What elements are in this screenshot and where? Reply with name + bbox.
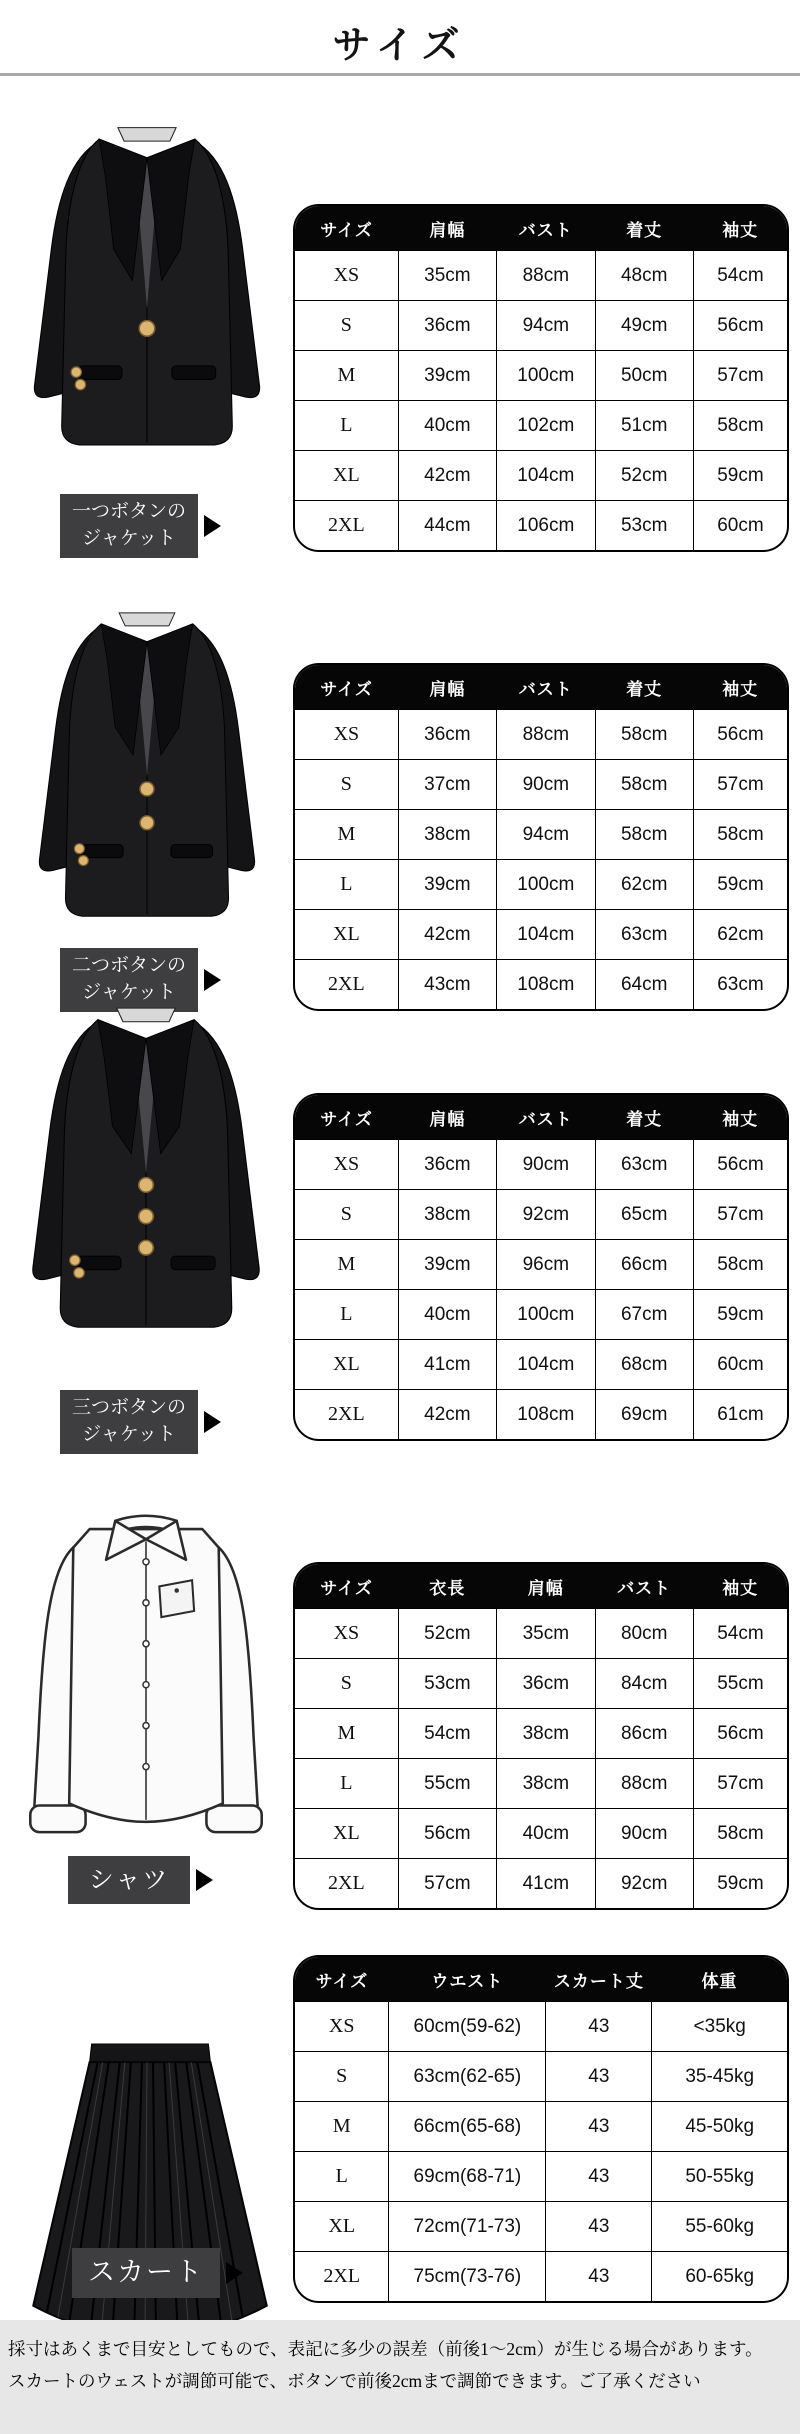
value-cell: 37cm: [398, 760, 496, 810]
value-cell: 50cm: [595, 351, 693, 401]
value-cell: 60cm: [693, 1340, 787, 1390]
value-cell: 40cm: [398, 401, 496, 451]
column-header: 肩幅: [398, 1095, 496, 1140]
table-row: [295, 1340, 787, 1390]
label-pointer-icon: [204, 1411, 221, 1433]
size-cell: XL: [295, 1340, 398, 1390]
shirt-illustration: [18, 1498, 274, 1898]
label-shirt: [68, 1856, 190, 1904]
label-line: スカート: [88, 2257, 204, 2288]
value-cell: 38cm: [497, 1759, 595, 1809]
value-cell: 102cm: [497, 401, 595, 451]
label-line: ジャケット: [82, 1424, 176, 1445]
label-line: シャツ: [88, 1866, 170, 1894]
value-cell: 38cm: [497, 1709, 595, 1759]
column-header: サイズ: [295, 1564, 398, 1609]
size-cell: 2XL: [295, 960, 398, 1010]
table-row: [295, 301, 787, 351]
three-button-jacket-illustration: [10, 990, 282, 1382]
value-cell: 104cm: [497, 1340, 595, 1390]
column-header: 肩幅: [398, 206, 496, 251]
size-cell: L: [295, 1759, 398, 1809]
three-button-jacket-size-table: [293, 1093, 789, 1441]
size-cell: XS: [295, 1140, 398, 1190]
value-cell: 94cm: [497, 301, 595, 351]
value-cell: 66cm(65-68): [389, 2102, 546, 2152]
table-header-row: [295, 1564, 787, 1609]
table-row: [295, 1290, 787, 1340]
table-row: [295, 860, 787, 910]
shirt-size-table: [293, 1562, 789, 1910]
measurement-note: [0, 2320, 800, 2434]
table-row: [295, 910, 787, 960]
size-cell: 2XL: [295, 2252, 389, 2302]
value-cell: 104cm: [497, 451, 595, 501]
value-cell: 53cm: [398, 1659, 496, 1709]
note-line-2: スカートのウェストが調節可能で、ボタンで前後2cmまで調節できます。ご了承ください: [8, 2370, 701, 2391]
table-row: [295, 1659, 787, 1709]
value-cell: 100cm: [497, 1290, 595, 1340]
skirt-illustration: [28, 2036, 272, 2348]
column-header: 体重: [652, 1957, 787, 2002]
table-row: [295, 2252, 787, 2302]
size-cell: M: [295, 810, 398, 860]
value-cell: 57cm: [693, 351, 787, 401]
note-line-1: 採寸はあくまで目安としてもので、表記に多少の誤差（前後1～2cm）が生じる場合があります。: [8, 2339, 763, 2359]
value-cell: 62cm: [693, 910, 787, 960]
value-cell: 58cm: [693, 401, 787, 451]
value-cell: 36cm: [398, 710, 496, 760]
size-cell: L: [295, 860, 398, 910]
table-row: [295, 251, 787, 301]
value-cell: 55cm: [398, 1759, 496, 1809]
value-cell: 55cm: [693, 1659, 787, 1709]
value-cell: 38cm: [398, 810, 496, 860]
value-cell: 80cm: [595, 1609, 693, 1659]
value-cell: 54cm: [693, 1609, 787, 1659]
two-button-jacket-illustration: [12, 598, 282, 966]
column-header: ウエスト: [389, 1957, 546, 2002]
label-line: 一つボタンの: [71, 501, 186, 523]
column-header: バスト: [595, 1564, 693, 1609]
value-cell: 42cm: [398, 910, 496, 960]
value-cell: 39cm: [398, 860, 496, 910]
size-cell: L: [295, 2152, 389, 2202]
column-header: 着丈: [595, 206, 693, 251]
value-cell: 57cm: [693, 1190, 787, 1240]
value-cell: 52cm: [398, 1609, 496, 1659]
value-cell: 66cm: [595, 1240, 693, 1290]
value-cell: 60cm(59-62): [389, 2002, 546, 2052]
value-cell: 56cm: [693, 710, 787, 760]
value-cell: 44cm: [398, 501, 496, 551]
value-cell: 92cm: [497, 1190, 595, 1240]
value-cell: 63cm: [693, 960, 787, 1010]
label-pointer-icon: [196, 1869, 213, 1891]
value-cell: 35-45kg: [652, 2052, 787, 2102]
value-cell: 104cm: [497, 910, 595, 960]
label-line: 三つボタンの: [71, 1397, 186, 1419]
value-cell: 36cm: [497, 1659, 595, 1709]
column-header: サイズ: [295, 665, 398, 710]
column-header: 着丈: [595, 665, 693, 710]
value-cell: 60cm: [693, 501, 787, 551]
value-cell: 39cm: [398, 1240, 496, 1290]
table-row: [295, 1190, 787, 1240]
value-cell: 94cm: [497, 810, 595, 860]
size-cell: 2XL: [295, 501, 398, 551]
value-cell: 59cm: [693, 860, 787, 910]
value-cell: 88cm: [497, 251, 595, 301]
value-cell: 86cm: [595, 1709, 693, 1759]
value-cell: 58cm: [693, 1240, 787, 1290]
value-cell: 55-60kg: [652, 2202, 787, 2252]
value-cell: 56cm: [693, 1709, 787, 1759]
size-cell: XS: [295, 2002, 389, 2052]
size-cell: XS: [295, 710, 398, 760]
table-row: [295, 451, 787, 501]
table-row: [295, 401, 787, 451]
size-cell: M: [295, 1240, 398, 1290]
column-header: 袖丈: [693, 1095, 787, 1140]
value-cell: 84cm: [595, 1659, 693, 1709]
value-cell: 57cm: [398, 1859, 496, 1909]
value-cell: 43: [546, 2252, 652, 2302]
value-cell: 65cm: [595, 1190, 693, 1240]
value-cell: 67cm: [595, 1290, 693, 1340]
value-cell: 40cm: [398, 1290, 496, 1340]
value-cell: 63cm(62-65): [389, 2052, 546, 2102]
table-row: [295, 1709, 787, 1759]
value-cell: 72cm(71-73): [389, 2202, 546, 2252]
value-cell: 43: [546, 2152, 652, 2202]
value-cell: 64cm: [595, 960, 693, 1010]
value-cell: 56cm: [693, 1140, 787, 1190]
value-cell: 58cm: [693, 810, 787, 860]
value-cell: 36cm: [398, 301, 496, 351]
size-cell: M: [295, 351, 398, 401]
size-cell: XL: [295, 2202, 389, 2252]
value-cell: 58cm: [595, 760, 693, 810]
value-cell: 58cm: [693, 1809, 787, 1859]
column-header: 着丈: [595, 1095, 693, 1140]
value-cell: 40cm: [497, 1809, 595, 1859]
value-cell: 56cm: [398, 1809, 496, 1859]
value-cell: 43: [546, 2102, 652, 2152]
table-row: [295, 960, 787, 1010]
table-row: [295, 351, 787, 401]
table-row: [295, 501, 787, 551]
table-header-row: [295, 1957, 787, 2002]
value-cell: 92cm: [595, 1859, 693, 1909]
value-cell: 35cm: [398, 251, 496, 301]
value-cell: 58cm: [595, 710, 693, 760]
table-row: [295, 1140, 787, 1190]
value-cell: 75cm(73-76): [389, 2252, 546, 2302]
value-cell: 54cm: [398, 1709, 496, 1759]
value-cell: 41cm: [398, 1340, 496, 1390]
value-cell: 35cm: [497, 1609, 595, 1659]
table-header-row: [295, 206, 787, 251]
value-cell: 59cm: [693, 1859, 787, 1909]
label-line: 二つボタンの: [71, 955, 186, 977]
size-cell: XS: [295, 1609, 398, 1659]
value-cell: 90cm: [497, 760, 595, 810]
value-cell: 36cm: [398, 1140, 496, 1190]
value-cell: 43: [546, 2052, 652, 2102]
size-cell: 2XL: [295, 1859, 398, 1909]
column-header: バスト: [497, 206, 595, 251]
table-row: [295, 810, 787, 860]
column-header: 袖丈: [693, 665, 787, 710]
value-cell: 56cm: [693, 301, 787, 351]
value-cell: 59cm: [693, 451, 787, 501]
value-cell: 100cm: [497, 351, 595, 401]
label-pointer-icon: [204, 515, 221, 537]
column-header: 肩幅: [497, 1564, 595, 1609]
label-three-button-jacket: [60, 1390, 198, 1454]
table-row: [295, 2152, 787, 2202]
column-header: サイズ: [295, 1957, 389, 2002]
size-cell: L: [295, 401, 398, 451]
page-title: サイズ: [332, 25, 468, 67]
value-cell: 62cm: [595, 860, 693, 910]
column-header: サイズ: [295, 206, 398, 251]
label-skirt: [72, 2248, 220, 2298]
value-cell: 90cm: [595, 1809, 693, 1859]
value-cell: 59cm: [693, 1290, 787, 1340]
value-cell: 42cm: [398, 451, 496, 501]
label-line: ジャケット: [82, 528, 176, 549]
value-cell: 45-50kg: [652, 2102, 787, 2152]
size-cell: S: [295, 2052, 389, 2102]
two-button-jacket-size-table: [293, 663, 789, 1011]
size-cell: 2XL: [295, 1390, 398, 1440]
table-row: [295, 2202, 787, 2252]
label-pointer-icon: [226, 2262, 243, 2284]
size-cell: S: [295, 1190, 398, 1240]
value-cell: 41cm: [497, 1859, 595, 1909]
table-row: [295, 760, 787, 810]
size-cell: M: [295, 1709, 398, 1759]
value-cell: 54cm: [693, 251, 787, 301]
column-header: バスト: [497, 665, 595, 710]
table-row: [295, 710, 787, 760]
size-cell: L: [295, 1290, 398, 1340]
value-cell: 60-65kg: [652, 2252, 787, 2302]
value-cell: 90cm: [497, 1140, 595, 1190]
value-cell: 69cm(68-71): [389, 2152, 546, 2202]
table-row: [295, 2002, 787, 2052]
column-header: 袖丈: [693, 206, 787, 251]
value-cell: 63cm: [595, 910, 693, 960]
value-cell: 49cm: [595, 301, 693, 351]
value-cell: 43: [546, 2202, 652, 2252]
value-cell: 68cm: [595, 1340, 693, 1390]
label-one-button-jacket: [60, 494, 198, 558]
table-row: [295, 1809, 787, 1859]
label-pointer-icon: [204, 969, 221, 991]
label-line: ジャケット: [82, 982, 176, 1003]
column-header: 衣長: [398, 1564, 496, 1609]
value-cell: 43: [546, 2002, 652, 2052]
value-cell: 58cm: [595, 810, 693, 860]
table-header-row: [295, 1095, 787, 1140]
value-cell: 42cm: [398, 1390, 496, 1440]
value-cell: 57cm: [693, 760, 787, 810]
size-cell: XS: [295, 251, 398, 301]
value-cell: 50-55kg: [652, 2152, 787, 2202]
value-cell: 88cm: [497, 710, 595, 760]
title-divider: [0, 73, 800, 76]
column-header: バスト: [497, 1095, 595, 1140]
size-cell: XL: [295, 910, 398, 960]
table-row: [295, 1609, 787, 1659]
value-cell: 43cm: [398, 960, 496, 1010]
column-header: スカート丈: [546, 1957, 652, 2002]
value-cell: 88cm: [595, 1759, 693, 1809]
value-cell: 38cm: [398, 1190, 496, 1240]
table-row: [295, 1759, 787, 1809]
size-cell: S: [295, 760, 398, 810]
one-button-jacket-illustration: [8, 112, 286, 497]
value-cell: <35kg: [652, 2002, 787, 2052]
column-header: 肩幅: [398, 665, 496, 710]
size-cell: M: [295, 2102, 389, 2152]
column-header: 袖丈: [693, 1564, 787, 1609]
value-cell: 57cm: [693, 1759, 787, 1809]
size-cell: S: [295, 301, 398, 351]
size-cell: XL: [295, 451, 398, 501]
skirt-size-table: [293, 1955, 789, 2303]
value-cell: 69cm: [595, 1390, 693, 1440]
value-cell: 53cm: [595, 501, 693, 551]
table-header-row: [295, 665, 787, 710]
value-cell: 39cm: [398, 351, 496, 401]
table-row: [295, 1240, 787, 1290]
value-cell: 61cm: [693, 1390, 787, 1440]
value-cell: 108cm: [497, 1390, 595, 1440]
table-row: [295, 1390, 787, 1440]
size-cell: S: [295, 1659, 398, 1709]
value-cell: 52cm: [595, 451, 693, 501]
one-button-jacket-size-table: [293, 204, 789, 552]
size-cell: XL: [295, 1809, 398, 1859]
value-cell: 63cm: [595, 1140, 693, 1190]
table-row: [295, 1859, 787, 1909]
value-cell: 96cm: [497, 1240, 595, 1290]
value-cell: 100cm: [497, 860, 595, 910]
value-cell: 106cm: [497, 501, 595, 551]
value-cell: 51cm: [595, 401, 693, 451]
value-cell: 108cm: [497, 960, 595, 1010]
table-row: [295, 2052, 787, 2102]
value-cell: 48cm: [595, 251, 693, 301]
table-row: [295, 2102, 787, 2152]
column-header: サイズ: [295, 1095, 398, 1140]
